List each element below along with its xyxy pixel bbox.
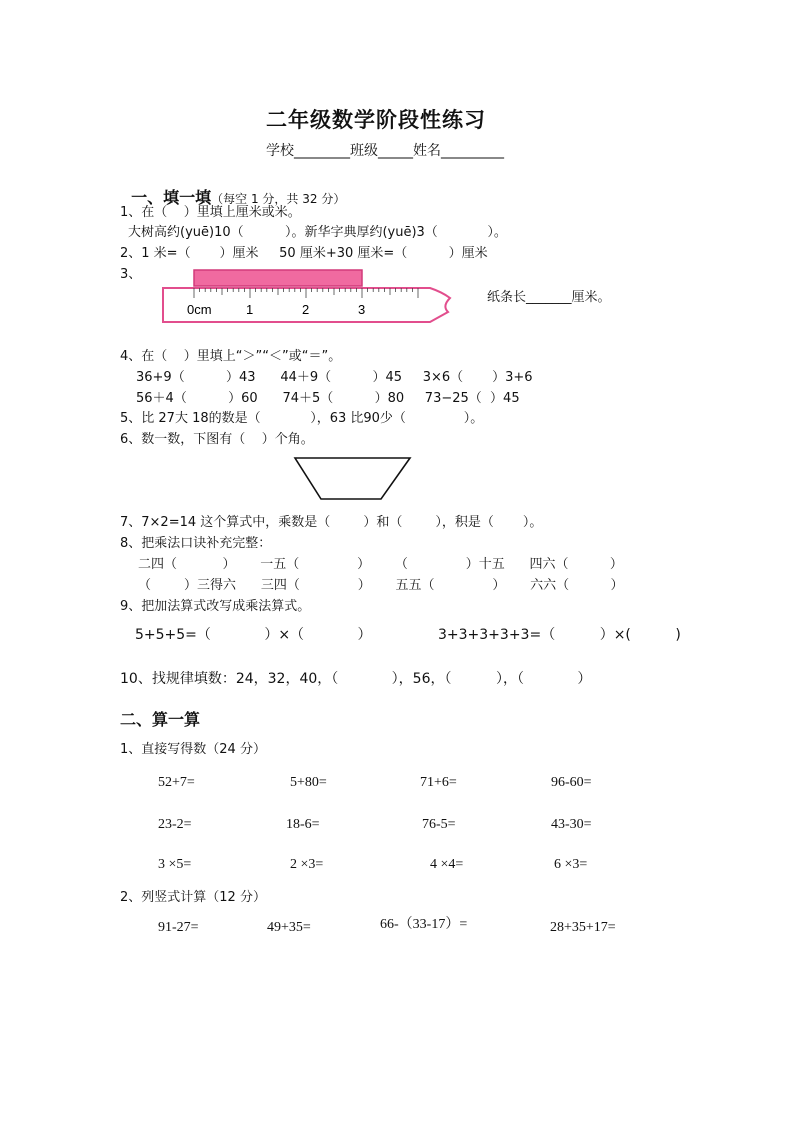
calc-cell: 18-6= [286,817,320,832]
question-9-item-a: 5+5+5=（ ）×（ ） [135,627,372,643]
calc-cell: 2 ×3= [290,857,324,872]
question-2: 2、1 米=（ ）厘米 50 厘米+30 厘米=（ ）厘米 [120,246,488,261]
calc-cell: 76-5= [422,817,456,832]
section-1-title: 一、填一填 [131,188,212,207]
question-10: 10、找规律填数：24，32，40，（ ），56，（ ），（ ） [120,671,592,687]
calc-cell: 96-60= [551,775,592,790]
section-2-part-1: 1、直接写得数（24 分） [120,742,266,757]
question-9: 9、把加法算式改写成乘法算式。 [120,599,311,614]
header-info-line: 学校________班级_____姓名_________ [266,143,504,159]
question-7: 7、7×2=14 这个算式中，乘数是（ ）和（ ），积是（ ）。 [120,515,543,530]
vertical-calc-item: 49+35= [267,920,311,935]
question-8-row-1: 二四（ ） 一五（ ） （ ）十五 四六（ ） [138,557,623,572]
section-1-heading [120,174,345,206]
ruler-label-2: 2 [302,302,310,317]
ruler-label-0cm: 0cm [187,302,212,317]
calc-cell: 52+7= [158,775,195,790]
trapezoid-figure [293,456,413,502]
vertical-calc-item: 91-27= [158,920,199,935]
question-1: 1、在（ ）里填上厘米或米。 [120,205,301,220]
question-4-row-1: 36+9（ ）43 44＋9（ ）45 3×6（ ）3+6 [136,370,533,385]
section-2-part-2: 2、列竖式计算（12 分） [120,890,266,905]
calc-cell: 3 ×5= [158,857,192,872]
ruler-label-3: 3 [358,302,366,317]
ruler-label-1: 1 [246,302,254,317]
paper-strip [194,270,362,286]
vertical-calc-item: 66-（33-17）= [380,917,468,932]
ruler-figure [160,266,460,326]
question-4-row-2: 56＋4（ ）60 74＋5（ ）80 73−25（ ）45 [136,391,520,406]
question-6: 6、数一数，下图有（ ）个角。 [120,432,314,447]
calc-cell: 6 ×3= [554,857,588,872]
section-1-points: （每空 1 分，共 32 分） [211,192,346,206]
calc-cell: 5+80= [290,775,327,790]
question-3-number: 3、 [120,267,142,282]
question-4: 4、在（ ）里填上“＞”“＜”或“＝”。 [120,349,342,364]
question-8-row-2: （ ）三得六 三四（ ） 五五（ ） 六六（ ） [138,578,624,593]
calc-cell: 23-2= [158,817,192,832]
section-2-heading: 二、算一算 [120,710,201,729]
calc-cell: 4 ×4= [430,857,464,872]
question-8: 8、把乘法口诀补充完整： [120,536,272,551]
calc-cell: 43-30= [551,817,592,832]
calc-cell: 71+6= [420,775,457,790]
page-title: 二年级数学阶段性练习 [266,108,486,132]
question-9-item-b: 3+3+3+3+3=（ ）×( ) [438,627,681,643]
question-3-text: 纸条长_______厘米。 [487,290,611,305]
vertical-calc-item: 28+35+17= [550,920,616,935]
question-5: 5、比 27大 18的数是（ ），63 比90少（ ）。 [120,411,484,426]
question-1-items: 大树高约(yuē)10（ ）。新华字典厚约(yuē)3（ ）。 [128,225,507,240]
